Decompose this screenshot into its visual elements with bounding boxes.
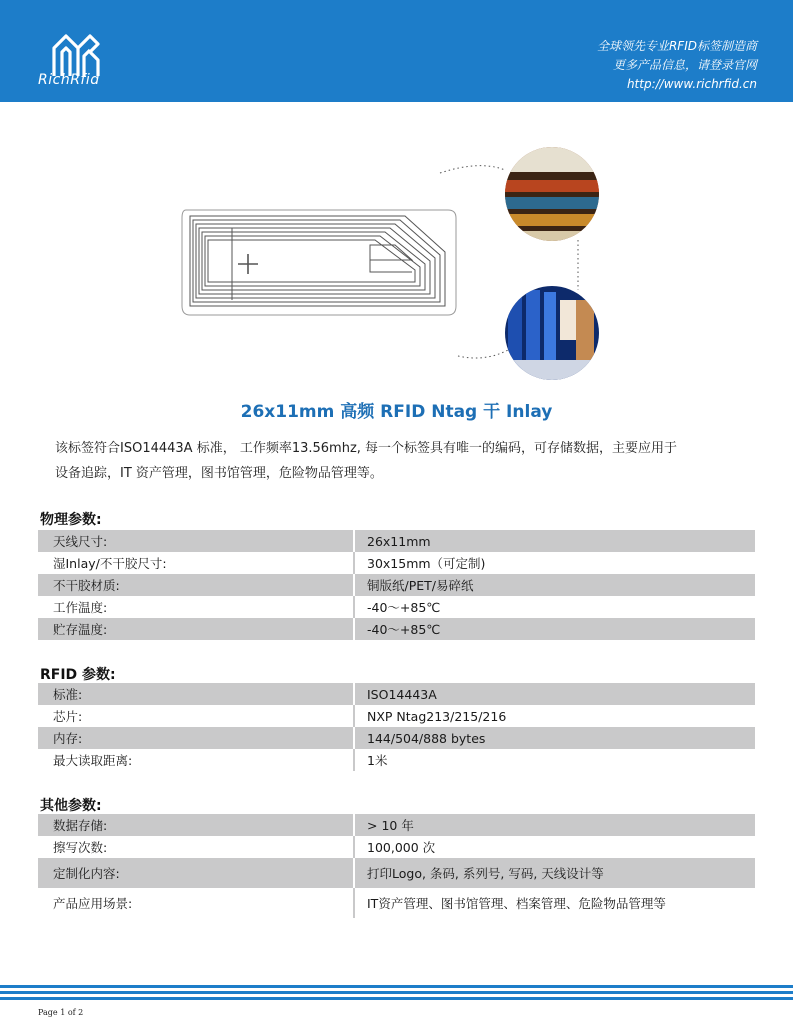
rfid-params-table	[38, 683, 755, 771]
product-illustration	[0, 140, 793, 380]
library-photo	[500, 142, 610, 252]
table-row	[38, 596, 755, 618]
param-key: 数据存储:	[38, 814, 354, 836]
product-title: 26x11mm 高频 RFID Ntag 干 Inlay	[240, 402, 553, 422]
param-key: 标准:	[38, 683, 354, 705]
table-row	[38, 552, 755, 574]
table-row	[38, 705, 755, 727]
rfid-section-title: RFID 参数:	[40, 667, 116, 683]
table-row	[38, 888, 755, 918]
param-key: 天线尺寸:	[38, 530, 354, 552]
param-value: IT资产管理、图书馆管理、档案管理、危险物品管理等	[354, 888, 755, 918]
param-key: 贮存温度:	[38, 618, 354, 640]
product-intro	[55, 436, 755, 486]
table-row	[38, 618, 755, 640]
intro-line-1: 该标签符合ISO14443A 标准， 工作频率13.56mhz, 每一个标签具有唯一的编码，可存储数据，主要应用于	[55, 441, 678, 456]
physical-section-title: 物理参数:	[40, 512, 102, 528]
param-value: 铜版纸/PET/易碎纸	[354, 574, 755, 596]
param-value: 26x11mm	[354, 530, 755, 552]
param-value: 100,000 次	[354, 836, 755, 858]
param-value: 30x15mm（可定制)	[354, 552, 755, 574]
other-params-table	[38, 814, 755, 918]
footer-stripe	[0, 997, 793, 1000]
param-key: 内存:	[38, 727, 354, 749]
param-value: -40～+85℃	[354, 596, 755, 618]
param-value: 1米	[354, 749, 755, 771]
table-row	[38, 727, 755, 749]
param-key: 湿Inlay/不干胶尺寸:	[38, 552, 354, 574]
header-info	[597, 37, 757, 94]
header-banner	[0, 0, 793, 102]
param-key: 芯片:	[38, 705, 354, 727]
physical-params-table	[38, 530, 755, 640]
table-row	[38, 858, 755, 888]
param-key: 定制化内容:	[38, 858, 354, 888]
footer-stripe	[0, 991, 793, 994]
param-value: ISO14443A	[354, 683, 755, 705]
other-section-title: 其他参数:	[40, 798, 102, 814]
table-row	[38, 530, 755, 552]
table-row	[38, 683, 755, 705]
slogan: 全球领先专业RFID标签制造商	[596, 39, 757, 53]
param-key: 产品应用场景:	[38, 888, 354, 918]
footer-stripe	[0, 985, 793, 988]
brand-name: RichRfid	[38, 72, 100, 88]
param-value: NXP Ntag213/215/216	[354, 705, 755, 727]
param-value: 打印Logo, 条码, 系列号, 写码, 天线设计等	[354, 858, 755, 888]
table-row	[38, 574, 755, 596]
table-row	[38, 814, 755, 836]
more-info: 更多产品信息，请登录官网	[612, 58, 757, 72]
inlay-antenna-drawing	[182, 210, 456, 315]
table-row	[38, 749, 755, 771]
server-room-photo	[500, 282, 610, 380]
intro-line-2: 设备追踪，IT 资产管理，图书馆管理，危险物品管理等。	[55, 466, 383, 481]
website-link[interactable]: http://www.richrfid.cn	[626, 77, 757, 91]
param-value: 144/504/888 bytes	[354, 727, 755, 749]
param-key: 不干胶材质:	[38, 574, 354, 596]
param-value: -40～+85℃	[354, 618, 755, 640]
param-key: 擦写次数:	[38, 836, 354, 858]
table-row	[38, 836, 755, 858]
param-value: > 10 年	[354, 814, 755, 836]
param-key: 工作温度:	[38, 596, 354, 618]
page-number: Page 1 of 2	[38, 1008, 84, 1017]
param-key: 最大读取距离:	[38, 749, 354, 771]
